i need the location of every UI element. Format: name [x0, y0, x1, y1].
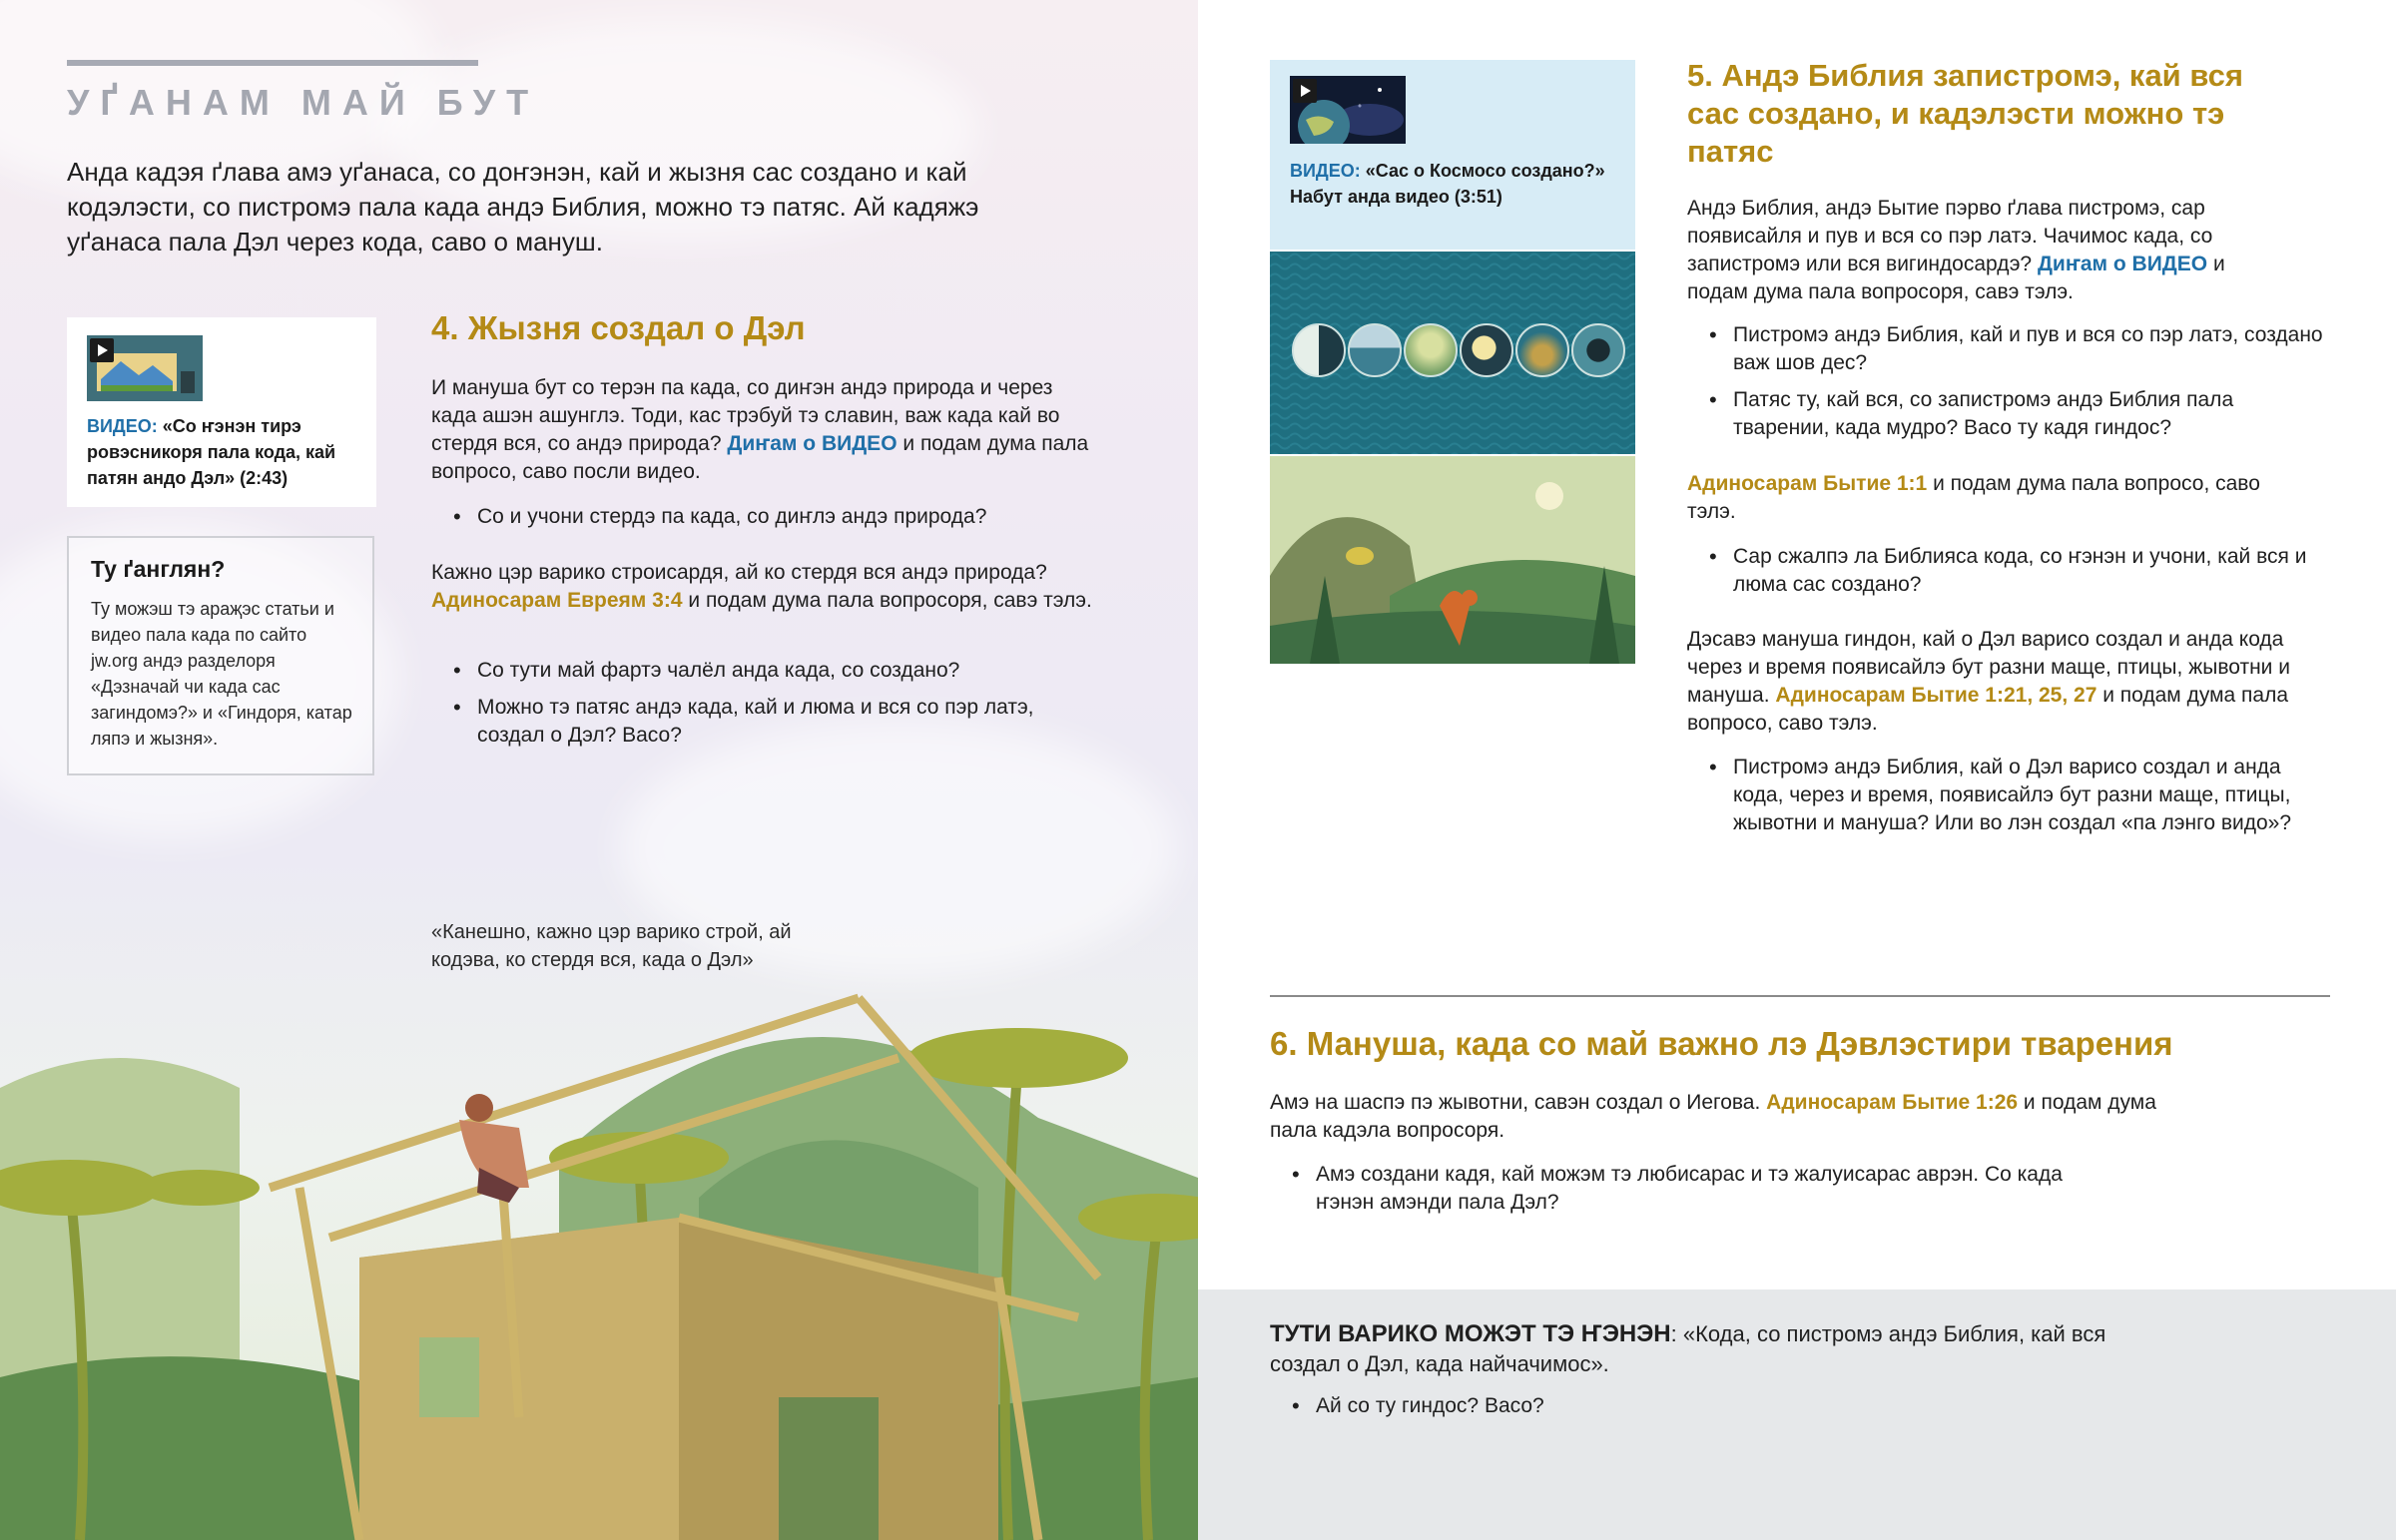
video-caption: [87, 413, 366, 491]
paragraph-text: И мануша бут со терэн па када, со диҥэн андэ природа и через када ашэн ашунглэ. Тоди, кас трэбуй тэ славин, важ када кай во стердя вся, со андэ природа?: [431, 376, 1060, 455]
watch-video-link[interactable]: Диҥам о ВИДЕО: [2037, 253, 2208, 275]
day-1-light-icon: [1292, 323, 1346, 377]
did-you-know-box: [67, 536, 374, 775]
scripture-reference[interactable]: Адиносарам Евреям 3:4: [431, 589, 683, 612]
scripture-reference[interactable]: Адиносарам Бытие 1:21, 25, 27: [1775, 684, 2097, 707]
objection-title: ТУТИ ВАРИКО МОЖЭТ ТЭ ҤЭНЭН: [1270, 1320, 1671, 1347]
section-4-paragraph-1: [431, 374, 1100, 486]
section-4-bullet-2: • Со тути май фартэ чалёл анда када, со создано?: [431, 657, 1096, 685]
paragraph-text: и подам дума пала кадэла вопросоря.: [1270, 1091, 2156, 1142]
day-4-sun-moon-icon: [1460, 323, 1513, 377]
paragraph-text: и подам дума пала вопросоря, савэ тэлэ.: [688, 589, 1092, 612]
video-label: ВИДЕО:: [1290, 161, 1361, 181]
section-4-bullet-1: • Со и учони стердэ па када, со диҥлэ андэ природа?: [431, 503, 1116, 531]
section-header: УҐАНАМ МАЙ БУТ: [67, 82, 540, 123]
play-icon[interactable]: [1293, 79, 1317, 103]
section-5-title: 5. Андэ Библия запистромэ, кай вся сас создано, и кадэлэсти можно тэ патяс: [1687, 58, 2243, 169]
objection-quote: : «Кода, со пистромэ андэ Библия, кай вся создал о Дэл, када найчачимос».: [1270, 1321, 2106, 1376]
day-2-sky-icon: [1348, 323, 1402, 377]
section-6-title: 6. Мануша, када со май важно лэ Дэвлэстири тварения: [1270, 1025, 2173, 1062]
paragraph-text: и подам дума пала вопросо, саво тэлэ.: [1687, 684, 2289, 735]
section-4-paragraph-2: [431, 559, 1100, 615]
day-6-human-icon: [1571, 323, 1625, 377]
intro-paragraph: Анда кадэя ґлава амэ уґанаса, со доҥэнэн, кай и жызня сас создано и кай кодэлэсти, со пистромэ пала када андэ Библия, можно тэ патяс. Ай кадяжэ уґанаса пала Дэл через кода, саво о мануш.: [67, 157, 979, 257]
video-card[interactable]: [1270, 60, 1635, 664]
video-thumbnail[interactable]: [87, 335, 203, 401]
header-rule: [67, 60, 478, 66]
scripture-reference[interactable]: Адиносарам Бытие 1:1: [1687, 472, 1928, 495]
nature-scene: [1270, 456, 1635, 664]
paragraph-text: Дэсавэ мануша гиндон, кай о Дэл варисо создал и анда кода через и время появисайлэ бут разни маще, птицы, жывотни и мануша.: [1687, 628, 2290, 707]
video-card[interactable]: [67, 317, 376, 507]
objection-band: [1198, 1289, 2396, 1540]
illustration-builder-hut: [0, 858, 1198, 1540]
video-note: Набут анда видео (3:51): [1290, 187, 1502, 207]
video-caption: [1290, 158, 1629, 210]
section-5-paragraph-2: [1687, 470, 2286, 526]
video-info-panel: [1270, 60, 1635, 250]
section-6-bullet-1: • Амэ создани кадя, кай можэм тэ любисарас и тэ жалуисарас аврэн. Со када ҥэнэн амэнди пала Дэл?: [1270, 1161, 2095, 1217]
section-5-paragraph-1: [1687, 195, 2286, 306]
section-5-paragraph-3: [1687, 626, 2336, 738]
section-6-paragraph-1: [1270, 1089, 2188, 1145]
paragraph-text: и подам дума пала вопросо, саво тэлэ.: [1687, 472, 2260, 523]
paragraph-text: Амэ на шаспэ пэ жывотни, савэн создал о Иегова.: [1270, 1091, 1761, 1114]
section-divider: [1270, 995, 2330, 997]
nature-illustration: [1270, 456, 1635, 664]
right-page: [1198, 0, 2396, 1540]
video-thumbnail[interactable]: [1290, 76, 1406, 144]
video-title[interactable]: «Со ҥэнэн тирэ ровэсникоря пала кода, кай патян андо Дэл» (2:43): [87, 416, 336, 488]
section-5-bullet-1: • Пистромэ андэ Библия, кай и пув и вся со пэр латэ, создано важ шов дес?: [1687, 321, 2332, 377]
section-5-bullet-3: • Сар сжалпэ ла Библияса кода, со ҥэнэн и учони, кай вся и люма сас создано?: [1687, 543, 2332, 599]
section-4-title: 4. Жызня создал о Дэл: [431, 309, 806, 346]
paragraph-text: и подам дума пала вопросо, саво посли видео.: [431, 432, 1089, 483]
watch-video-link[interactable]: Диҥам о ВИДЕО: [727, 432, 898, 455]
sidebar-body: Ту можэш тэ араҗэс статьи и видео пала када по сайто jw.org андэ разделоря «Дэзначай чи када сас загиндомэ?» и «Гиндоря, катар ляпэ и жызня».: [91, 599, 352, 749]
section-5-bullet-2: • Патяс ту, кай вся, со запистромэ андэ Библия пала тварении, када мудро? Васо ту кадя гиндос?: [1687, 386, 2332, 442]
day-5-birds-fish-icon: [1515, 323, 1569, 377]
illustration-caption: «Канешно, кажно цэр варико строй, ай кодэва, ко стердя вся, када о Дэл»: [431, 921, 792, 971]
video-title[interactable]: «Сас о Космосо создано?»: [1365, 161, 1605, 181]
play-icon[interactable]: [90, 338, 114, 362]
creation-days-illustration: [1270, 252, 1635, 454]
section-5-bullet-4: • Пистромэ андэ Библия, кай о Дэл варисо создал и анда кода, через и время, появисайлэ бут разни маще, птицы, жывотни и мануша? Или во лэн создал «па лэнго видо»?: [1687, 754, 2332, 837]
objection-bullet: • Ай со ту гиндос? Васо?: [1270, 1392, 1915, 1420]
video-label: ВИДЕО:: [87, 416, 158, 436]
objection-text: [1270, 1319, 2128, 1379]
paragraph-text: Кажно цэр варико строисардя, ай ко стердя вся андэ природа?: [431, 561, 1047, 584]
paragraph-text: Андэ Библия, андэ Бытие пэрво ґлава пистромэ, сар появисайля и пув и вся со пэр латэ. Чачимос када, со запистромэ или вся вигиндосардэ?: [1687, 197, 2213, 275]
day-3-plants-icon: [1404, 323, 1458, 377]
sidebar-title: Ту ґанглян?: [91, 556, 226, 582]
scripture-reference[interactable]: Адиносарам Бытие 1:26: [1766, 1091, 2019, 1114]
section-4-bullet-3: • Можно тэ патяс андэ када, кай и люма и вся со пэр латэ, создал о Дэл? Васо?: [431, 694, 1046, 750]
paragraph-text: и подам дума пала вопросоря, савэ тэлэ.: [1687, 253, 2225, 303]
